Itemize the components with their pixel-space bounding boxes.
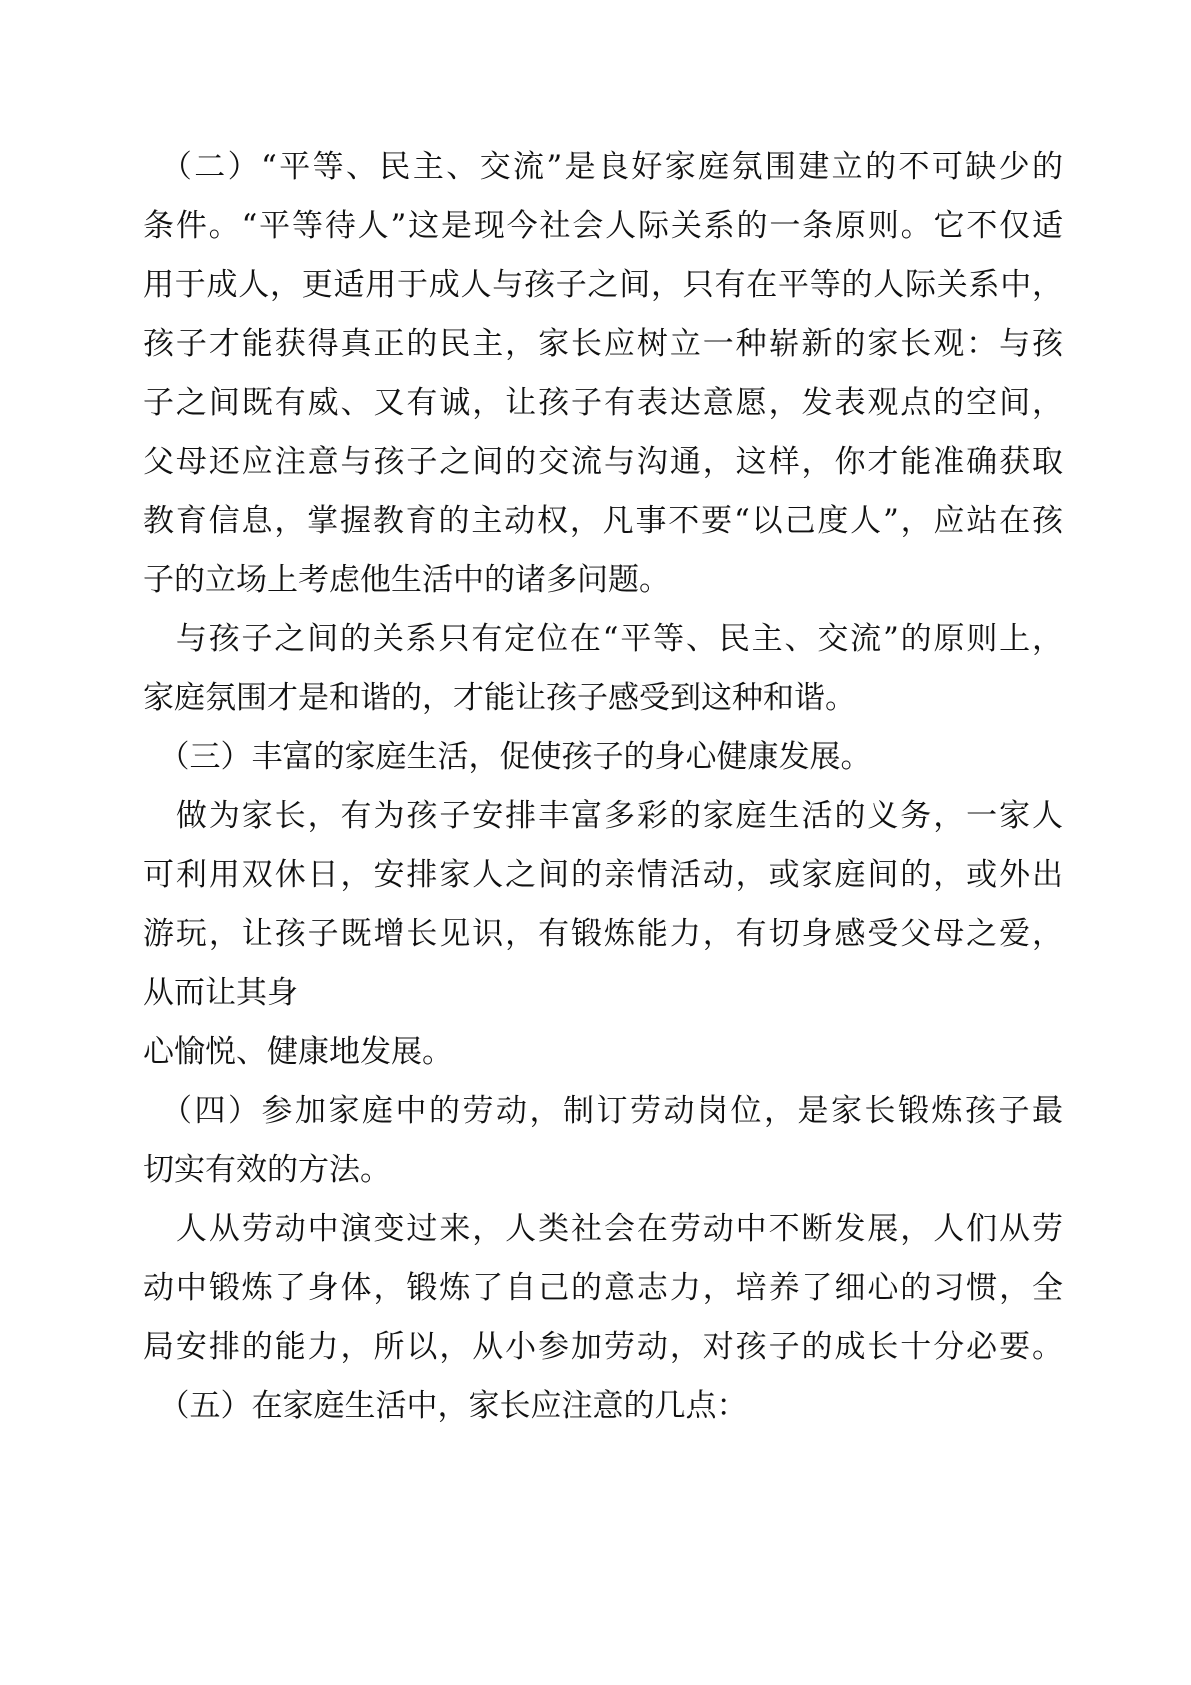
- document-line: 做为家长，有为孩子安排丰富多彩的家庭生活的义务，一家人: [143, 798, 1063, 834]
- document-body: [143, 138, 1063, 1436]
- document-line: 切实有效的方法。: [143, 1152, 391, 1188]
- document-line: 与孩子之间的关系只有定位在“平等、民主、交流”的原则上，: [143, 621, 1063, 657]
- document-line: 孩子才能获得真正的民主，家长应树立一种崭新的家长观：与孩: [143, 326, 1063, 362]
- document-line: 子之间既有威、又有诚，让孩子有表达意愿，发表观点的空间，: [143, 385, 1063, 421]
- document-line: 家庭氛围才是和谐的，才能让孩子感受到这种和谐。: [143, 680, 856, 716]
- document-line: 局安排的能力，所以，从小参加劳动，对孩子的成长十分必要。: [143, 1329, 1063, 1365]
- document-line: （五）在家庭生活中，家长应注意的几点：: [143, 1388, 748, 1424]
- document-line: 可利用双休日，安排家人之间的亲情活动，或家庭间的，或外出: [143, 857, 1063, 893]
- document-line: 心愉悦、健康地发展。: [143, 1034, 453, 1070]
- document-line: 人从劳动中演变过来，人类社会在劳动中不断发展，人们从劳: [143, 1211, 1063, 1247]
- document-line: （三）丰富的家庭生活，促使孩子的身心健康发展。: [143, 739, 872, 775]
- document-line: 动中锻炼了身体，锻炼了自己的意志力，培养了细心的习惯，全: [143, 1270, 1063, 1306]
- document-line: 游玩，让孩子既增长见识，有锻炼能力，有切身感受父母之爱，: [143, 916, 1063, 952]
- document-line: （二）“平等、民主、交流”是良好家庭氛围建立的不可缺少的: [143, 149, 1063, 185]
- document-line: 条件。“平等待人”这是现今社会人际关系的一条原则。它不仅适: [143, 208, 1063, 244]
- document-line: 子的立场上考虑他生活中的诸多问题。: [143, 562, 670, 598]
- document-line: 父母还应注意与孩子之间的交流与沟通，这样，你才能准确获取: [143, 444, 1063, 480]
- document-line: （四）参加家庭中的劳动，制订劳动岗位，是家长锻炼孩子最: [143, 1093, 1063, 1129]
- document-line: 用于成人，更适用于成人与孩子之间，只有在平等的人际关系中，: [143, 267, 1063, 303]
- document-line: 教育信息，掌握教育的主动权，凡事不要“以己度人”，应站在孩: [143, 503, 1063, 539]
- document-line: 从而让其身: [143, 975, 298, 1011]
